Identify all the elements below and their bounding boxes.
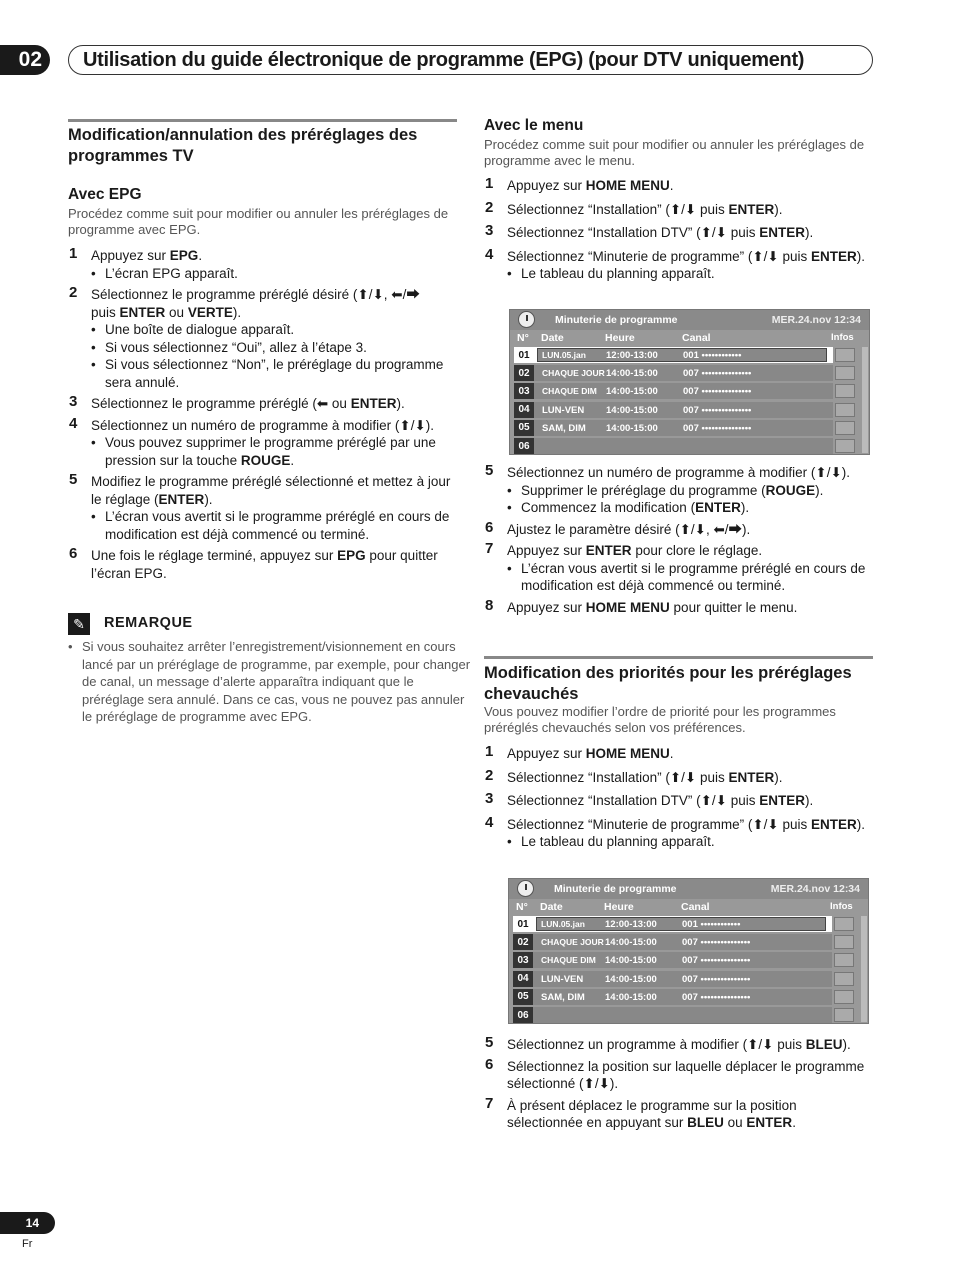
row-channel: 007 ••••••••••••••• xyxy=(682,991,751,1003)
row-channel: 007 ••••••••••••••• xyxy=(683,404,752,416)
timer-datetime: MER.24.nov 12:34 xyxy=(770,883,860,895)
timer-row xyxy=(514,420,833,436)
step-number: 4 xyxy=(485,813,494,831)
note-title: REMARQUE xyxy=(104,615,193,631)
row-number: 05 xyxy=(514,420,534,436)
steps-menu-a xyxy=(485,175,874,289)
timer-table xyxy=(509,309,870,455)
header-date: Date xyxy=(541,332,564,344)
step-text: Sélectionnez “Minuterie de programme” (⬆/⬇ puis ENTER). xyxy=(507,248,866,264)
row-info xyxy=(834,935,854,949)
step-number: 5 xyxy=(485,462,494,479)
row-channel: 007 ••••••••••••••• xyxy=(682,973,751,985)
step-4 xyxy=(485,813,874,851)
step-text: Sélectionnez un programme à modifier (⬆/⬇ puis BLEU). xyxy=(507,1037,851,1052)
header-heure: Heure xyxy=(604,901,634,913)
step-1 xyxy=(485,743,874,763)
step-bullet: • Commencez la modification (ENTER). xyxy=(507,499,874,517)
row-channel: 007 ••••••••••••••• xyxy=(682,955,751,967)
step-text: Sélectionnez le programme préréglé désiré (⬆/⬇, ⬅/⮕ puis ENTER ou VERTE). xyxy=(91,287,420,320)
note-text: • Si vous souhaitez arrêter l’enregistrement/visionnement en cours lancé par un préréglage de programme, par exemple, pour changer de canal, un message d’alerte apparaîtra indiquant que le préréglage sera annulé. Dans ce cas, vous ne pouvez pas annuler le préréglage de programme avec EPG. xyxy=(68,638,471,726)
row-number: 03 xyxy=(514,383,534,399)
section-rule xyxy=(68,119,457,122)
row-time: 14:00-15:00 xyxy=(606,404,658,416)
step-number: 7 xyxy=(485,540,494,557)
step-text: Sélectionnez “Installation DTV” (⬆/⬇ puis ENTER). xyxy=(507,793,814,808)
step-5 xyxy=(69,471,457,543)
row-date: CHAQUE JOUR xyxy=(541,937,604,948)
row-info xyxy=(835,384,855,398)
row-number: 03 xyxy=(513,952,533,968)
step-number: 3 xyxy=(485,790,494,807)
step-bullet: • Supprimer le préréglage du programme (ROUGE). xyxy=(507,482,874,500)
row-field xyxy=(537,439,833,453)
step-bullet: • Vous pouvez supprimer le programme préréglé par une pression sur la touche ROUGE. xyxy=(91,434,457,469)
step-bullet: • Le tableau du planning apparaît. xyxy=(507,265,874,283)
step-text: Sélectionnez “Installation” (⬆/⬇ puis ENTER). xyxy=(507,201,783,217)
step-number: 6 xyxy=(485,518,494,536)
timer-row xyxy=(514,383,833,399)
step-text: Modifiez le programme préréglé sélectionné et mettez à jour le réglage (ENTER). xyxy=(91,474,451,507)
step-text: Appuyez sur HOME MENU. xyxy=(507,178,674,193)
intro-menu: Procédez comme suit pour modifier ou annuler les préréglages de programme avec le menu. xyxy=(484,137,865,168)
section-title: Modification/annulation des préréglages des programmes TV xyxy=(68,126,418,165)
step-text: Sélectionnez le programme préréglé (⬅ ou ENTER). xyxy=(91,396,405,411)
step-5 xyxy=(485,462,874,517)
step-text: Sélectionnez “Installation” (⬆/⬇ puis ENTER). xyxy=(507,769,783,785)
steps-priority-a xyxy=(485,743,874,857)
timer-datetime: MER.24.nov 12:34 xyxy=(771,314,861,326)
step-bullet: • Si vous sélectionnez “Non”, le préréglage du programme sera annulé. xyxy=(91,356,457,391)
step-number: 7 xyxy=(485,1094,494,1112)
step-bullet: • Le tableau du planning apparaît. xyxy=(507,833,874,851)
row-time: 14:00-15:00 xyxy=(605,991,657,1003)
row-date: CHAQUE JOUR xyxy=(542,368,605,379)
step-bullet: • L’écran vous avertit si le programme préréglé en cours de modification est déjà commencé ou terminé. xyxy=(507,560,874,595)
row-time: 14:00-15:00 xyxy=(605,937,657,949)
row-date: LUN.05.jan xyxy=(541,919,585,929)
step-number: 2 xyxy=(485,198,494,216)
language-label: Fr xyxy=(22,1238,33,1250)
row-info xyxy=(835,348,855,362)
step-text: Appuyez sur HOME MENU pour quitter le menu. xyxy=(507,599,798,615)
timer-row xyxy=(513,916,832,932)
row-time: 12:00-13:00 xyxy=(606,350,658,361)
row-number: 02 xyxy=(513,934,533,950)
row-time: 14:00-15:00 xyxy=(606,422,658,434)
row-number: 05 xyxy=(513,989,533,1005)
row-date: SAM, DIM xyxy=(541,991,585,1003)
timer-table-2 xyxy=(508,878,869,1024)
timer-row xyxy=(514,402,833,418)
header-date: Date xyxy=(540,901,563,913)
steps-priority-b xyxy=(485,1034,874,1136)
row-info xyxy=(834,917,854,931)
page-number: 14 xyxy=(0,1212,55,1234)
step-2 xyxy=(485,766,874,787)
step-number: 4 xyxy=(69,414,78,432)
row-info xyxy=(834,1008,854,1022)
step-text: Sélectionnez un numéro de programme à modifier (⬆/⬇). xyxy=(91,417,435,433)
row-time: 14:00-15:00 xyxy=(606,368,658,380)
step-number: 5 xyxy=(69,471,78,488)
step-1 xyxy=(69,245,457,282)
step-3 xyxy=(69,393,457,413)
timer-row xyxy=(514,365,833,381)
row-time: 14:00-15:00 xyxy=(605,973,657,985)
step-bullet: • Une boîte de dialogue apparaît. xyxy=(91,321,457,339)
header-infos: Infos xyxy=(830,901,853,912)
intro-epg: Procédez comme suit pour modifier ou annuler les préréglages de programme avec EPG. xyxy=(68,206,449,237)
timer-row xyxy=(513,1007,832,1023)
clock-icon xyxy=(517,880,534,897)
step-text: Appuyez sur ENTER pour clore le réglage. xyxy=(507,543,763,558)
row-info xyxy=(835,366,855,380)
step-3 xyxy=(485,790,874,810)
step-6 xyxy=(69,545,457,582)
header-no: N° xyxy=(517,332,529,344)
step-text: Appuyez sur EPG. xyxy=(91,248,203,263)
step-number: 1 xyxy=(485,743,494,760)
step-7 xyxy=(485,540,874,595)
step-2 xyxy=(485,198,874,219)
row-time: 14:00-15:00 xyxy=(605,955,657,967)
subtitle-avec-menu: Avec le menu xyxy=(484,117,584,134)
row-date: LUN.05.jan xyxy=(542,350,586,360)
row-info xyxy=(835,439,855,453)
step-4 xyxy=(69,414,457,470)
step-text: Sélectionnez la position sur laquelle déplacer le programme sélectionné (⬆/⬇). xyxy=(507,1058,865,1091)
step-number: 1 xyxy=(485,175,494,192)
step-3 xyxy=(485,222,874,242)
row-field xyxy=(536,1008,832,1022)
row-time: 12:00-13:00 xyxy=(605,919,657,930)
row-date: CHAQUE DIM xyxy=(541,955,596,966)
step-bullet: • Si vous sélectionnez “Oui”, allez à l’étape 3. xyxy=(91,339,457,357)
chapter-badge: 02 xyxy=(0,45,50,75)
step-number: 6 xyxy=(485,1055,494,1073)
scrollbar xyxy=(861,916,867,1022)
step-5 xyxy=(485,1034,874,1054)
row-channel: 001 •••••••••••• xyxy=(682,919,741,930)
subtitle-avec-epg: Avec EPG xyxy=(68,186,142,203)
section2-intro: Vous pouvez modifier l’ordre de priorité pour les programmes préréglés chevauchés selon vos préférences. xyxy=(484,704,836,735)
step-2 xyxy=(69,284,457,391)
header-heure: Heure xyxy=(605,332,635,344)
row-info xyxy=(834,972,854,986)
row-number: 01 xyxy=(513,916,533,932)
section-rule-2 xyxy=(484,656,873,659)
step-number: 4 xyxy=(485,245,494,263)
step-text: Une fois le réglage terminé, appuyez sur EPG pour quitter l’écran EPG. xyxy=(91,548,438,581)
timer-row xyxy=(513,952,832,968)
step-4 xyxy=(485,245,874,283)
header-canal: Canal xyxy=(681,901,710,913)
section2-title: Modification des priorités pour les préréglages chevauchés xyxy=(484,664,852,703)
timer-row xyxy=(514,347,833,363)
step-7 xyxy=(485,1094,874,1132)
clock-icon xyxy=(518,311,535,328)
step-text: Ajustez le paramètre désiré (⬆/⬇, ⬅/⮕). xyxy=(507,521,751,537)
row-date: CHAQUE DIM xyxy=(542,386,597,397)
timer-row xyxy=(513,934,832,950)
row-number: 06 xyxy=(514,438,534,454)
page-title: Utilisation du guide électronique de programme (EPG) (pour DTV uniquement) xyxy=(83,48,805,71)
timer-title: Minuterie de programme xyxy=(555,314,678,326)
step-number: 3 xyxy=(485,222,494,239)
step-number: 6 xyxy=(69,545,78,562)
timer-row xyxy=(514,438,833,454)
step-bullet: • L’écran vous avertit si le programme préréglé en cours de modification est déjà commencé ou terminé. xyxy=(91,508,457,543)
steps-epg xyxy=(69,245,457,586)
row-info xyxy=(835,421,855,435)
row-time: 14:00-15:00 xyxy=(606,386,658,398)
step-number: 5 xyxy=(485,1034,494,1051)
step-number: 1 xyxy=(69,245,78,262)
row-date: SAM, DIM xyxy=(542,422,586,434)
step-number: 2 xyxy=(69,284,78,301)
row-channel: 007 ••••••••••••••• xyxy=(683,422,752,434)
row-number: 01 xyxy=(514,347,534,363)
step-6 xyxy=(485,518,874,539)
row-info xyxy=(835,403,855,417)
row-number: 04 xyxy=(514,402,534,418)
timer-title: Minuterie de programme xyxy=(554,883,677,895)
timer-row xyxy=(513,989,832,1005)
step-text: À présent déplacez le programme sur la position sélectionnée en appuyant sur BLEU ou ENTER. xyxy=(507,1097,797,1130)
row-date: LUN-VEN xyxy=(541,973,584,985)
step-1 xyxy=(485,175,874,195)
scrollbar xyxy=(862,347,868,453)
header-canal: Canal xyxy=(682,332,711,344)
step-number: 3 xyxy=(69,393,78,410)
step-text: Sélectionnez “Installation DTV” (⬆/⬇ puis ENTER). xyxy=(507,225,814,240)
steps-menu-b xyxy=(485,462,874,620)
step-text: Sélectionnez “Minuterie de programme” (⬆/⬇ puis ENTER). xyxy=(507,816,866,832)
row-channel: 007 ••••••••••••••• xyxy=(683,368,752,380)
timer-row xyxy=(513,971,832,987)
step-text: Sélectionnez un numéro de programme à modifier (⬆/⬇). xyxy=(507,465,851,480)
page-header xyxy=(68,45,873,75)
header-infos: Infos xyxy=(831,332,854,343)
row-channel: 007 ••••••••••••••• xyxy=(683,386,752,398)
pencil-icon: ✎ xyxy=(68,613,90,635)
step-6 xyxy=(485,1055,874,1093)
step-number: 8 xyxy=(485,596,494,614)
row-number: 04 xyxy=(513,971,533,987)
row-info xyxy=(834,990,854,1004)
row-channel: 001 •••••••••••• xyxy=(683,350,742,361)
step-8 xyxy=(485,596,874,617)
header-no: N° xyxy=(516,901,528,913)
step-bullet: • L’écran EPG apparaît. xyxy=(91,265,457,283)
step-number: 2 xyxy=(485,766,494,784)
row-number: 06 xyxy=(513,1007,533,1023)
step-text: Appuyez sur HOME MENU. xyxy=(507,746,674,761)
row-date: LUN-VEN xyxy=(542,404,585,416)
row-info xyxy=(834,953,854,967)
row-number: 02 xyxy=(514,365,534,381)
row-channel: 007 ••••••••••••••• xyxy=(682,937,751,949)
